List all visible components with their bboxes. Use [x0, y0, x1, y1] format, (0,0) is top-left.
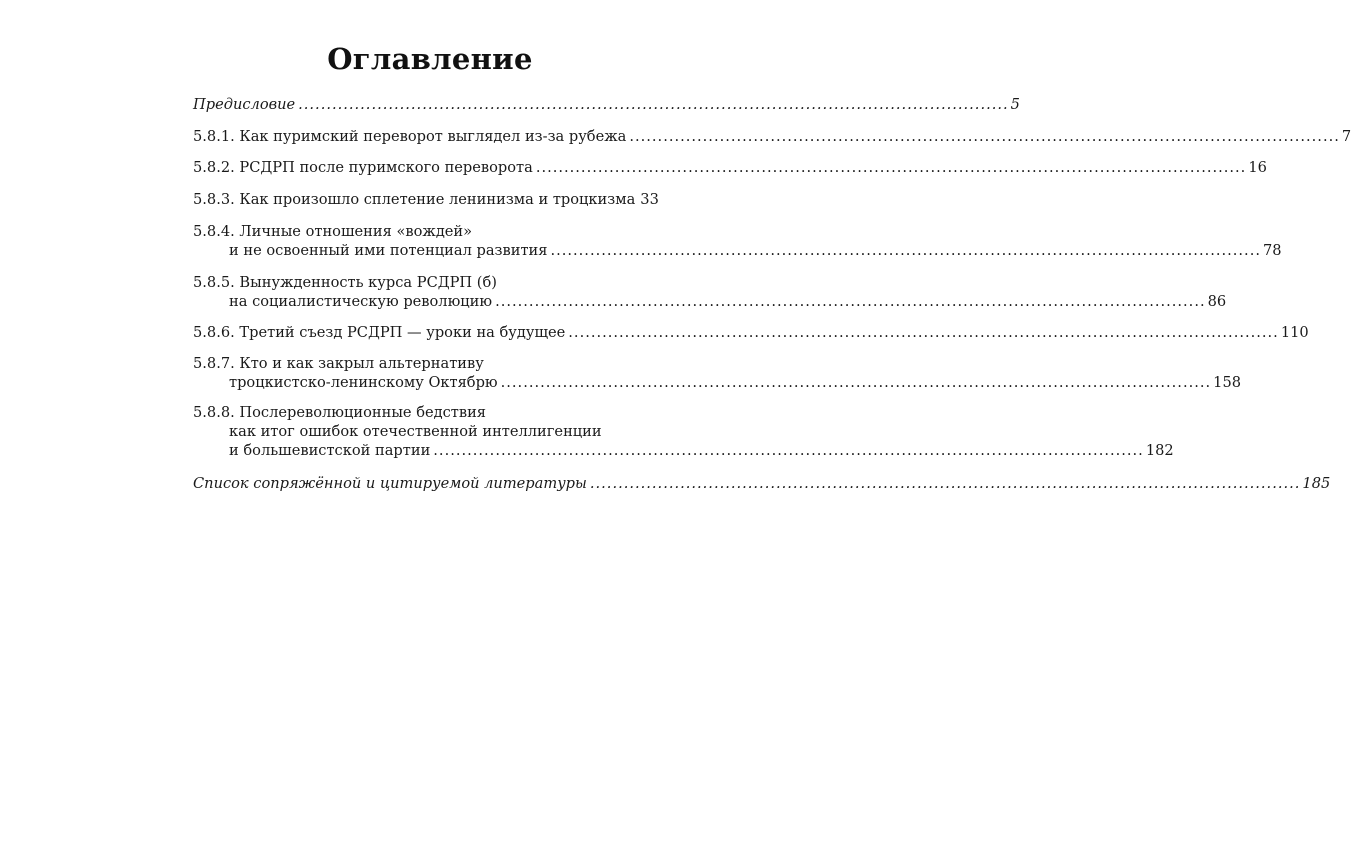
- toc-entry-line: [193, 474, 1331, 493]
- toc-entry-line: [193, 403, 656, 422]
- toc-entry-line: [193, 190, 659, 209]
- dot-leader: [495, 292, 1206, 311]
- page-number: 78: [1262, 242, 1282, 259]
- toc-entry[interactable]: [193, 127, 1351, 146]
- toc-entry-line: [193, 441, 1174, 460]
- dot-leader: [501, 373, 1212, 392]
- page-number: 158: [1213, 374, 1242, 391]
- toc-entry[interactable]: [193, 474, 1331, 493]
- toc-entry-title: 5.8.3. Как произошло сплетение ленинизма и троцкизма: [193, 191, 636, 208]
- toc-entry-line: [193, 292, 1227, 311]
- dot-leader: [433, 441, 1144, 460]
- toc-entry-title: на социалистическую революцию: [229, 293, 493, 310]
- toc-entry[interactable]: [193, 354, 1242, 392]
- toc-entry-line: [193, 323, 1309, 342]
- toc-entry-line: [193, 158, 1267, 177]
- toc-entry-line: [193, 422, 656, 441]
- toc-entry-title: 5.8.4. Личные отношения «вождей»: [193, 223, 473, 240]
- toc-entry-title: и большевистской партии: [229, 442, 431, 459]
- toc-entry-title: 5.8.7. Кто и как закрыл альтернативу: [193, 355, 484, 372]
- dot-leader: [550, 241, 1261, 260]
- page-number: 5: [1010, 96, 1020, 113]
- page-number: 33: [640, 191, 659, 208]
- toc-entry-title: 5.8.1. Как пуримский переворот выглядел из-за рубежа: [193, 128, 627, 145]
- toc-entry-title: Список сопряжённой и цитируемой литературы: [193, 475, 587, 492]
- dot-leader: [536, 158, 1247, 177]
- toc-entry-title: Предисловие: [193, 96, 296, 113]
- toc-entry-line: [193, 127, 1351, 146]
- dot-leader: [590, 474, 1301, 493]
- toc-entry-line: [193, 373, 1242, 392]
- toc-entry[interactable]: [193, 273, 1227, 311]
- toc-entry-line: [193, 241, 1282, 260]
- toc-entry[interactable]: [193, 403, 1174, 460]
- page-number: 7: [1341, 128, 1351, 145]
- toc-entry-line: [193, 354, 656, 373]
- toc-entry[interactable]: [193, 222, 1282, 260]
- toc-entry-title: 5.8.5. Вынужденность курса РСДРП (б): [193, 274, 497, 291]
- page-number: 185: [1302, 475, 1331, 492]
- page-number: 16: [1248, 159, 1267, 176]
- toc-entry[interactable]: [193, 95, 1020, 114]
- toc-entry[interactable]: [193, 323, 1309, 342]
- toc-entry-line: [193, 222, 656, 241]
- dot-leader: [629, 127, 1340, 146]
- toc-entry-line: [193, 95, 1020, 114]
- page-number: 86: [1207, 293, 1227, 310]
- page-number: 110: [1280, 324, 1309, 341]
- toc-entry-line: [193, 273, 656, 292]
- page-title: Оглавление: [327, 42, 533, 76]
- dot-leader: [298, 95, 1009, 114]
- toc-entry[interactable]: [193, 190, 659, 209]
- toc-entry-title: 5.8.2. РСДРП после пуримского переворота: [193, 159, 533, 176]
- page-number: 182: [1145, 442, 1174, 459]
- toc-entry-title: 5.8.8. Послереволюционные бедствия: [193, 404, 487, 421]
- toc-entry-title: 5.8.6. Третий съезд РСДРП — уроки на будущее: [193, 324, 566, 341]
- toc-entry[interactable]: [193, 158, 1267, 177]
- toc-entry-title: и не освоенный ими потенциал развития: [229, 242, 548, 259]
- toc-entry-title: троцкистско-ленинскому Октябрю: [229, 374, 498, 391]
- toc-entry-title: как итог ошибок отечественной интеллигенции: [229, 423, 602, 440]
- dot-leader: [568, 323, 1279, 342]
